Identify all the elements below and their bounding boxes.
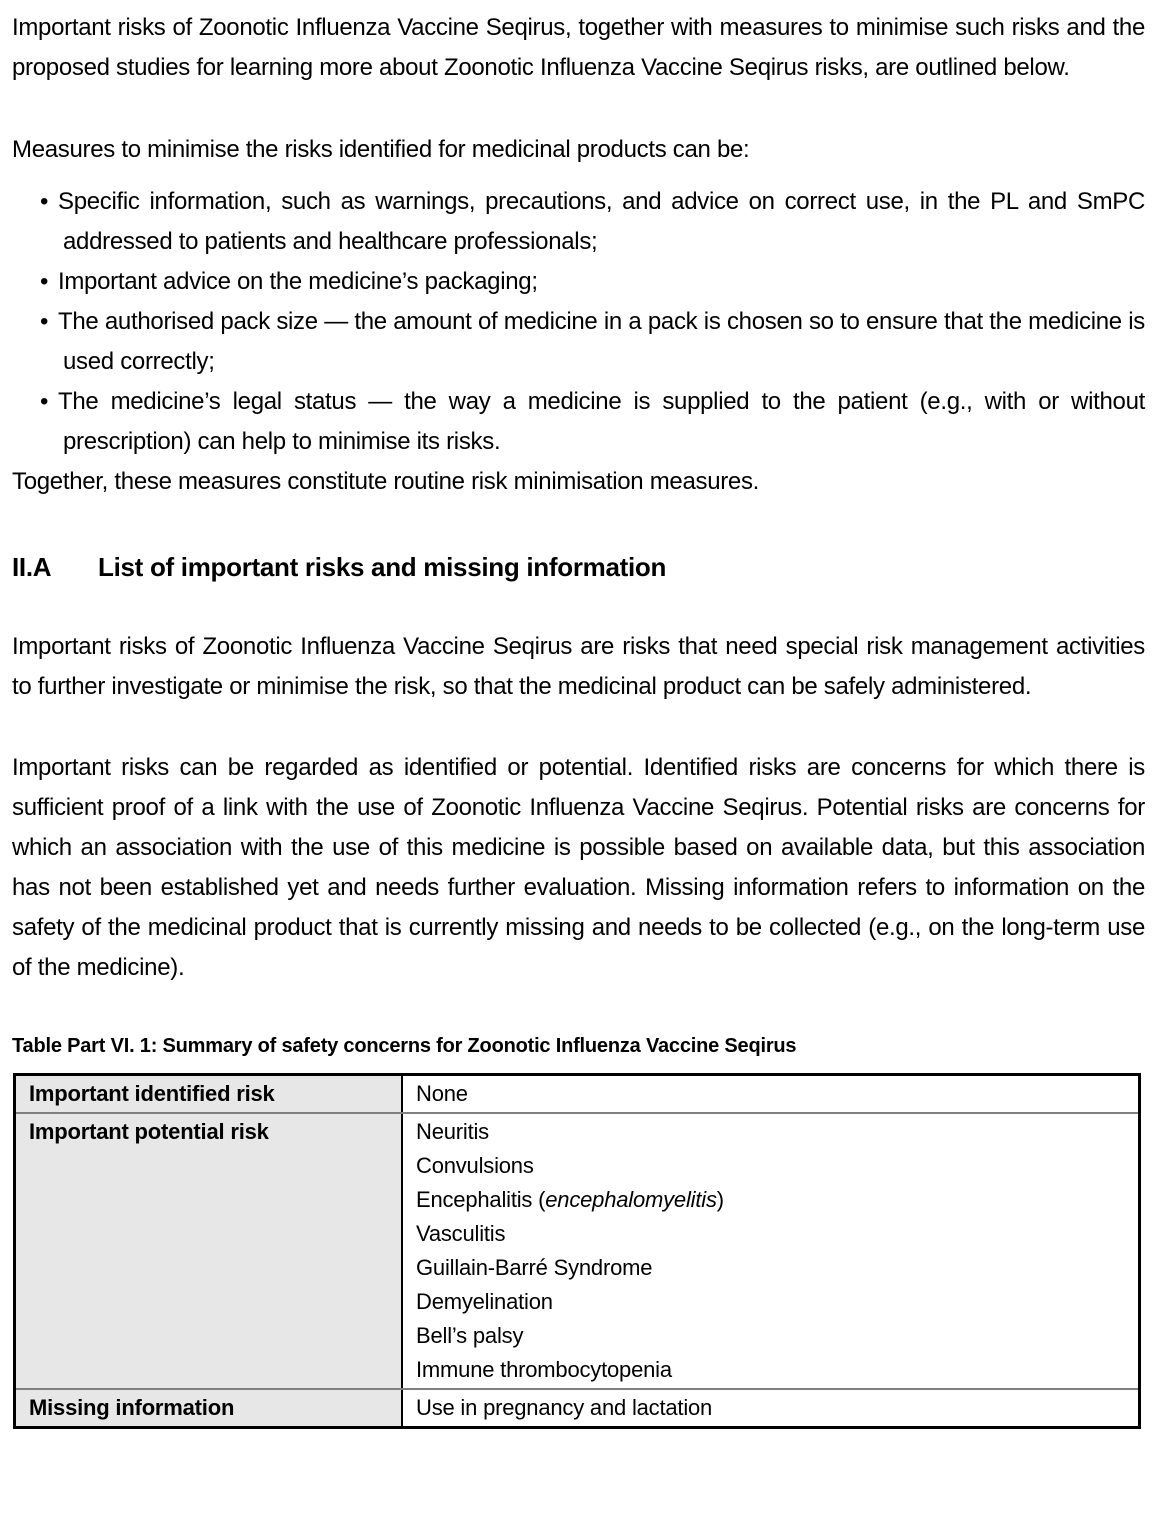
table-row bbox=[15, 1389, 1140, 1428]
row-value bbox=[402, 1075, 1140, 1114]
safety-concerns-table bbox=[13, 1073, 1141, 1429]
list-item bbox=[40, 262, 1145, 302]
value-line: Vasculitis bbox=[416, 1221, 506, 1246]
table-caption: Table Part VI. 1: Summary of safety concerns for Zoonotic Influenza Vaccine Seqirus bbox=[12, 1035, 797, 1057]
section-title: List of important risks and missing information bbox=[98, 552, 667, 582]
list-item-text: Important advice on the medicine’s packaging; bbox=[58, 268, 538, 295]
list-item-text: The medicine’s legal status — the way a medicine is supplied to the patient (e.g., with or without prescription) can help to minimise its risks. bbox=[58, 388, 1145, 455]
row-value bbox=[402, 1113, 1140, 1389]
list-item bbox=[40, 302, 1145, 382]
list-item bbox=[40, 182, 1145, 262]
value-line: Immune thrombocytopenia bbox=[416, 1357, 672, 1382]
row-label bbox=[15, 1113, 403, 1389]
table-row bbox=[15, 1075, 1140, 1114]
measures-outro-paragraph: Together, these measures constitute routine risk minimisation measures. bbox=[12, 468, 760, 495]
row-label bbox=[15, 1075, 403, 1114]
value-line: None bbox=[416, 1081, 468, 1106]
list-item-text: The authorised pack size — the amount of medicine in a pack is chosen so to ensure that the medicine is used correctly; bbox=[58, 308, 1145, 375]
row-label-text: Important potential risk bbox=[29, 1119, 269, 1144]
value-line: Use in pregnancy and lactation bbox=[416, 1395, 713, 1420]
value-line: Convulsions bbox=[416, 1153, 534, 1178]
bullet-icon: • bbox=[40, 188, 49, 215]
section-number: II.A bbox=[12, 552, 52, 582]
intro-paragraph: Important risks of Zoonotic Influenza Vaccine Seqirus, together with measures to minimise such risks and the proposed studies for learning more about Zoonotic Influenza Vaccine Seqirus risks, are outlined below. bbox=[12, 14, 1145, 81]
page bbox=[0, 8, 1160, 1534]
measures-bullet-list bbox=[12, 182, 1145, 462]
risk-types-paragraph: Important risks can be regarded as identified or potential. Identified risks are concerns for which there is sufficient proof of a link with the use of Zoonotic Influenza Vaccine Seqirus. Potential risks are concerns for which an association with the use of this medicine is possible based on available data, but this association has not been established yet and needs further evaluation. Missing information refers to information on the safety of the medicinal product that is currently missing and needs to be collected (e.g., on the long-term use of the medicine). bbox=[12, 754, 1145, 981]
value-line: Bell’s palsy bbox=[416, 1323, 524, 1348]
safety-concerns-table-body bbox=[15, 1075, 1140, 1428]
important-risks-paragraph: Important risks of Zoonotic Influenza Vaccine Seqirus are risks that need special risk management activities to further investigate or minimise the risk, so that the medicinal product can be safely administered. bbox=[12, 633, 1145, 700]
list-item bbox=[40, 382, 1145, 462]
bullet-icon: • bbox=[40, 308, 49, 335]
value-line: Encephalitis (encephalomyelitis) bbox=[416, 1187, 724, 1212]
row-value bbox=[402, 1389, 1140, 1428]
table-row bbox=[15, 1113, 1140, 1389]
value-line: Neuritis bbox=[416, 1119, 489, 1144]
italic-term: encephalomyelitis bbox=[545, 1187, 717, 1212]
document-page bbox=[0, 8, 1160, 1534]
row-label-text: Important identified risk bbox=[29, 1081, 275, 1106]
row-label bbox=[15, 1389, 403, 1428]
bullet-icon: • bbox=[40, 388, 49, 415]
list-item-text: Specific information, such as warnings, precautions, and advice on correct use, in the PL and SmPC addressed to patients and healthcare professionals; bbox=[58, 188, 1145, 255]
value-line: Guillain-Barré Syndrome bbox=[416, 1255, 653, 1280]
value-line: Demyelination bbox=[416, 1289, 553, 1314]
bullet-icon: • bbox=[40, 268, 49, 295]
measures-intro-paragraph: Measures to minimise the risks identified for medicinal products can be: bbox=[12, 136, 750, 163]
row-label-text: Missing information bbox=[29, 1395, 235, 1420]
section-heading bbox=[12, 547, 1145, 587]
